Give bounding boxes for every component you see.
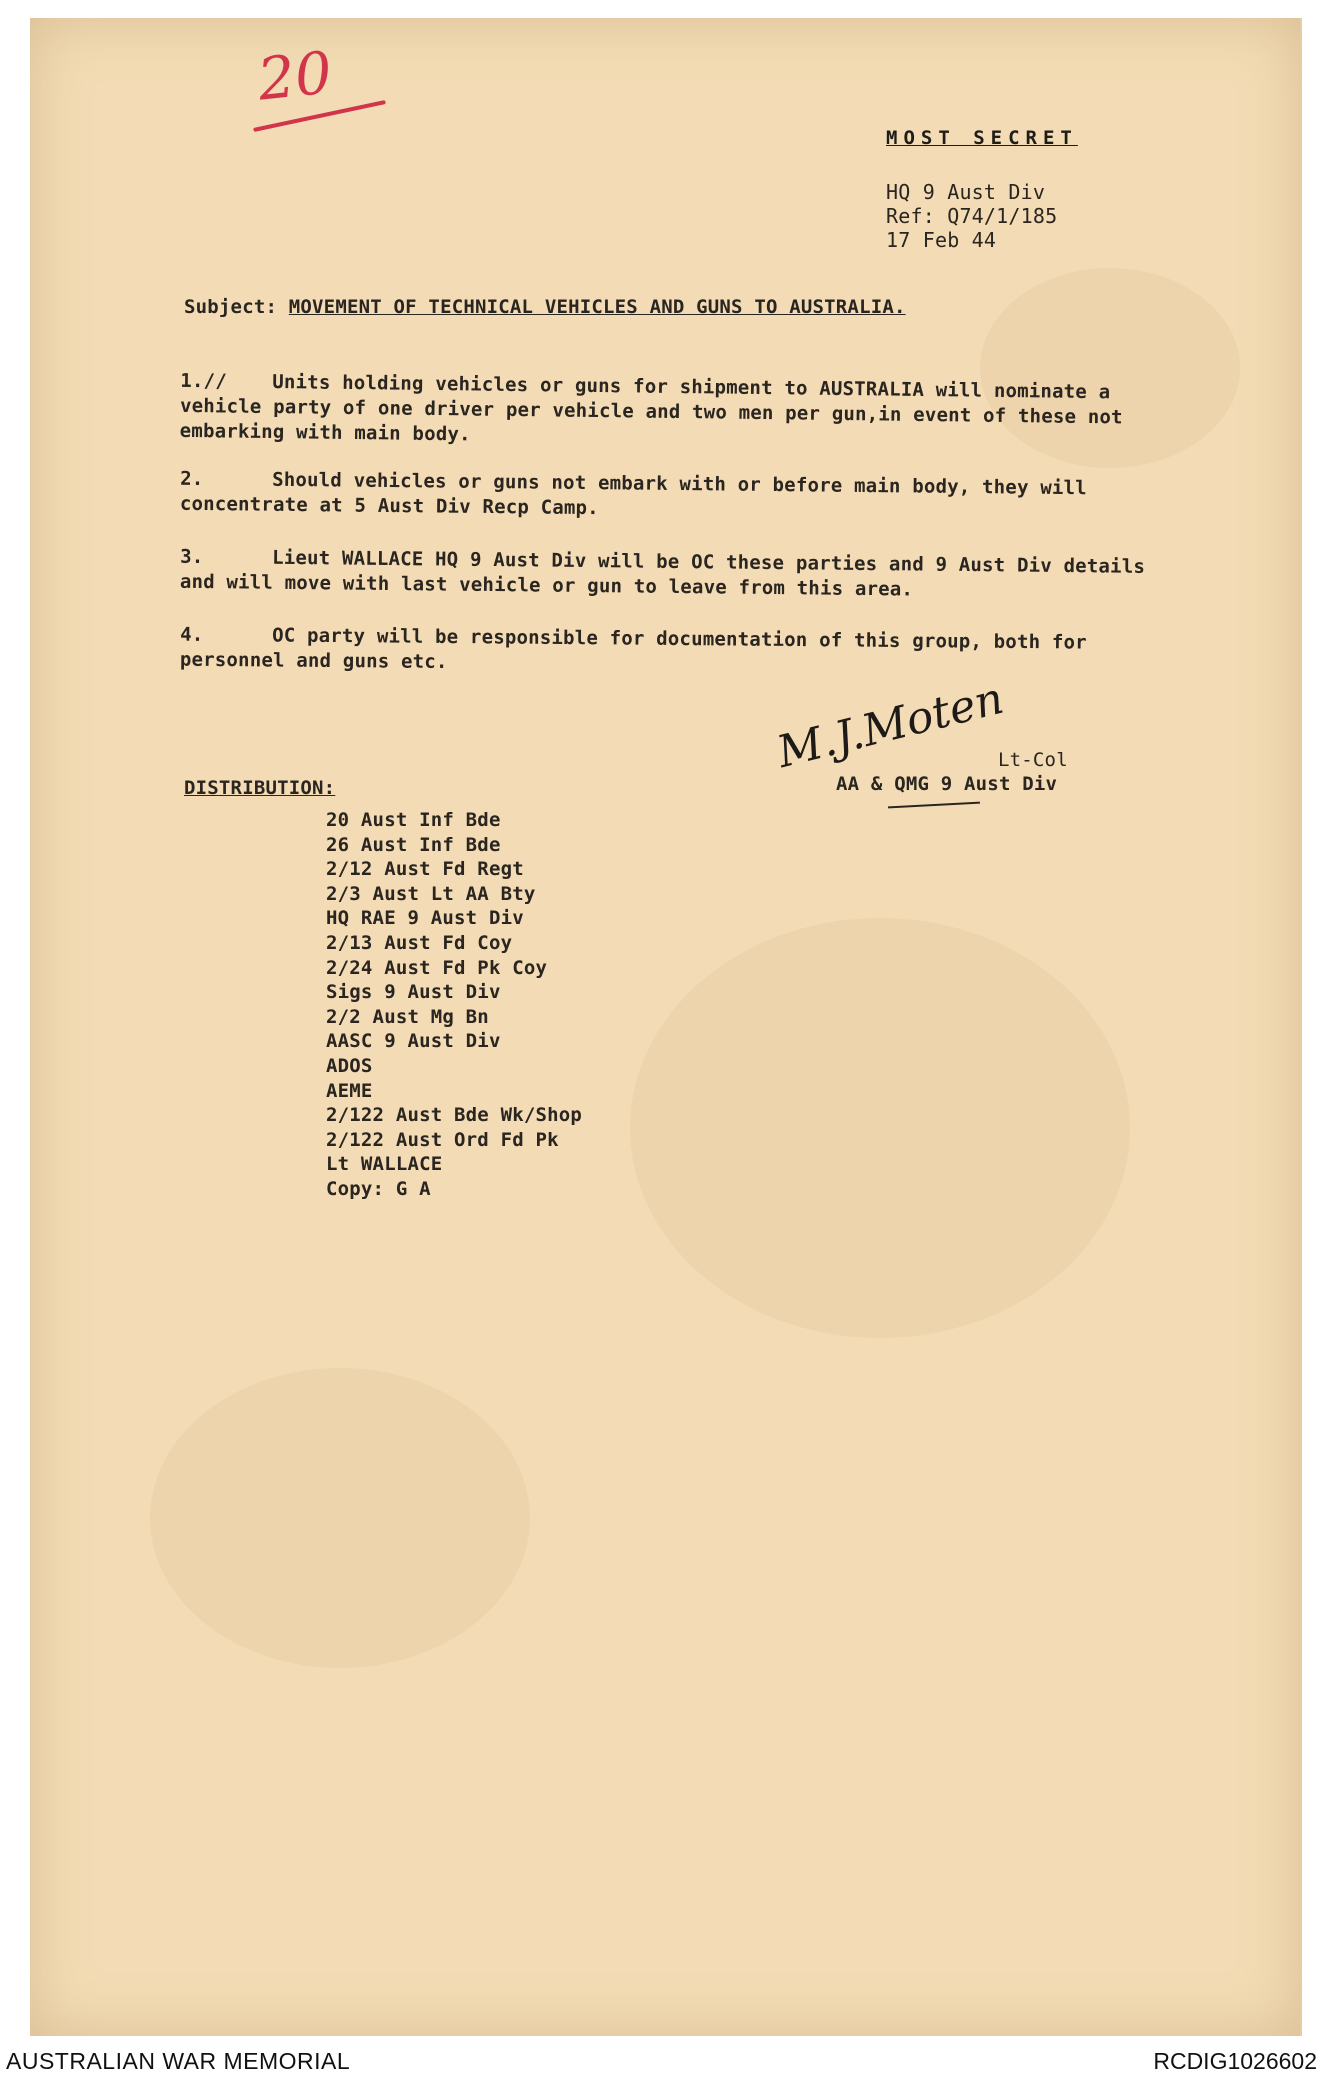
paragraph-number: 3. <box>180 545 204 569</box>
paragraph-1 <box>180 369 1181 456</box>
distribution-list <box>326 808 582 1202</box>
signatory-rank: Lt-Col <box>998 749 1068 771</box>
distribution-item: 20 Aust Inf Bde <box>326 809 501 831</box>
distribution-item: AEME <box>326 1079 373 1102</box>
paragraph-text: Lieut WALLACE HQ 9 Aust Div will be OC these parties and 9 Aust Div details and will move with last vehicle or gun to leave from this area. <box>179 546 1146 601</box>
distribution-item: 26 Aust Inf Bde <box>326 833 501 856</box>
paper-stain <box>630 918 1130 1338</box>
subject-text: MOVEMENT OF TECHNICAL VEHICLES AND GUNS TO AUSTRALIA. <box>288 296 906 318</box>
archive-credit: AUSTRALIAN WAR MEMORIAL <box>6 2048 351 2074</box>
paragraph-4 <box>180 623 1180 682</box>
distribution-item: AASC 9 Aust Div <box>326 1030 501 1053</box>
subject-line <box>184 295 906 320</box>
paragraph-text: Should vehicles or guns not embark with or before main body, they will concentrate at 5 Aust Div Recp Camp. <box>179 468 1087 520</box>
distribution-item: Lt WALLACE <box>326 1153 443 1176</box>
distribution-item: Copy: G A <box>326 1177 431 1200</box>
folio-number: 20 <box>254 38 336 114</box>
document-date: 17 Feb 44 <box>886 228 997 252</box>
paragraph-3 <box>180 545 1180 605</box>
reference-block <box>886 180 1057 252</box>
subject-label: Subject: <box>184 296 278 318</box>
paragraph-2 <box>180 467 1180 527</box>
distribution-heading: DISTRIBUTION: <box>184 777 336 799</box>
distribution-item: 2/2 Aust Mg Bn <box>326 1005 489 1028</box>
paragraph-number: 1.// <box>180 369 228 393</box>
reference-number: Ref: Q74/1/185 <box>886 204 1058 228</box>
signatory-appointment: AA & QMG 9 Aust Div <box>836 773 1058 795</box>
paragraph-number: 4. <box>180 623 204 646</box>
distribution-item: 2/122 Aust Ord Fd Pk <box>326 1128 559 1151</box>
paragraph-number: 2. <box>180 467 204 491</box>
distribution-item: 2/12 Aust Fd Regt <box>326 858 524 881</box>
handwritten-signature: M.J.Moten <box>772 672 1009 779</box>
document-sheet <box>30 18 1302 2036</box>
paragraph-text: OC party will be responsible for documentation of this group, both for personnel and guns etc. <box>179 624 1087 673</box>
distribution-item: 2/13 Aust Fd Coy <box>326 931 513 954</box>
distribution-item: ADOS <box>326 1054 373 1077</box>
security-classification: MOST SECRET <box>886 127 1078 149</box>
paper-stain <box>150 1368 530 1668</box>
archive-identifier: RCDIG1026602 <box>1153 2048 1317 2074</box>
distribution-item: 2/3 Aust Lt AA Bty <box>326 882 536 905</box>
distribution-item: 2/24 Aust Fd Pk Coy <box>326 956 548 979</box>
distribution-item: Sigs 9 Aust Div <box>326 981 501 1004</box>
distribution-item: HQ RAE 9 Aust Div <box>326 907 524 930</box>
distribution-item: 2/122 Aust Bde Wk/Shop <box>326 1104 583 1127</box>
issuing-unit: HQ 9 Aust Div <box>886 180 1046 204</box>
paragraph-text: Units holding vehicles or guns for shipment to AUSTRALIA will nominate a vehicle party of one driver per vehicle and two men per gun,in event of these not embarking with main body. <box>179 371 1123 446</box>
